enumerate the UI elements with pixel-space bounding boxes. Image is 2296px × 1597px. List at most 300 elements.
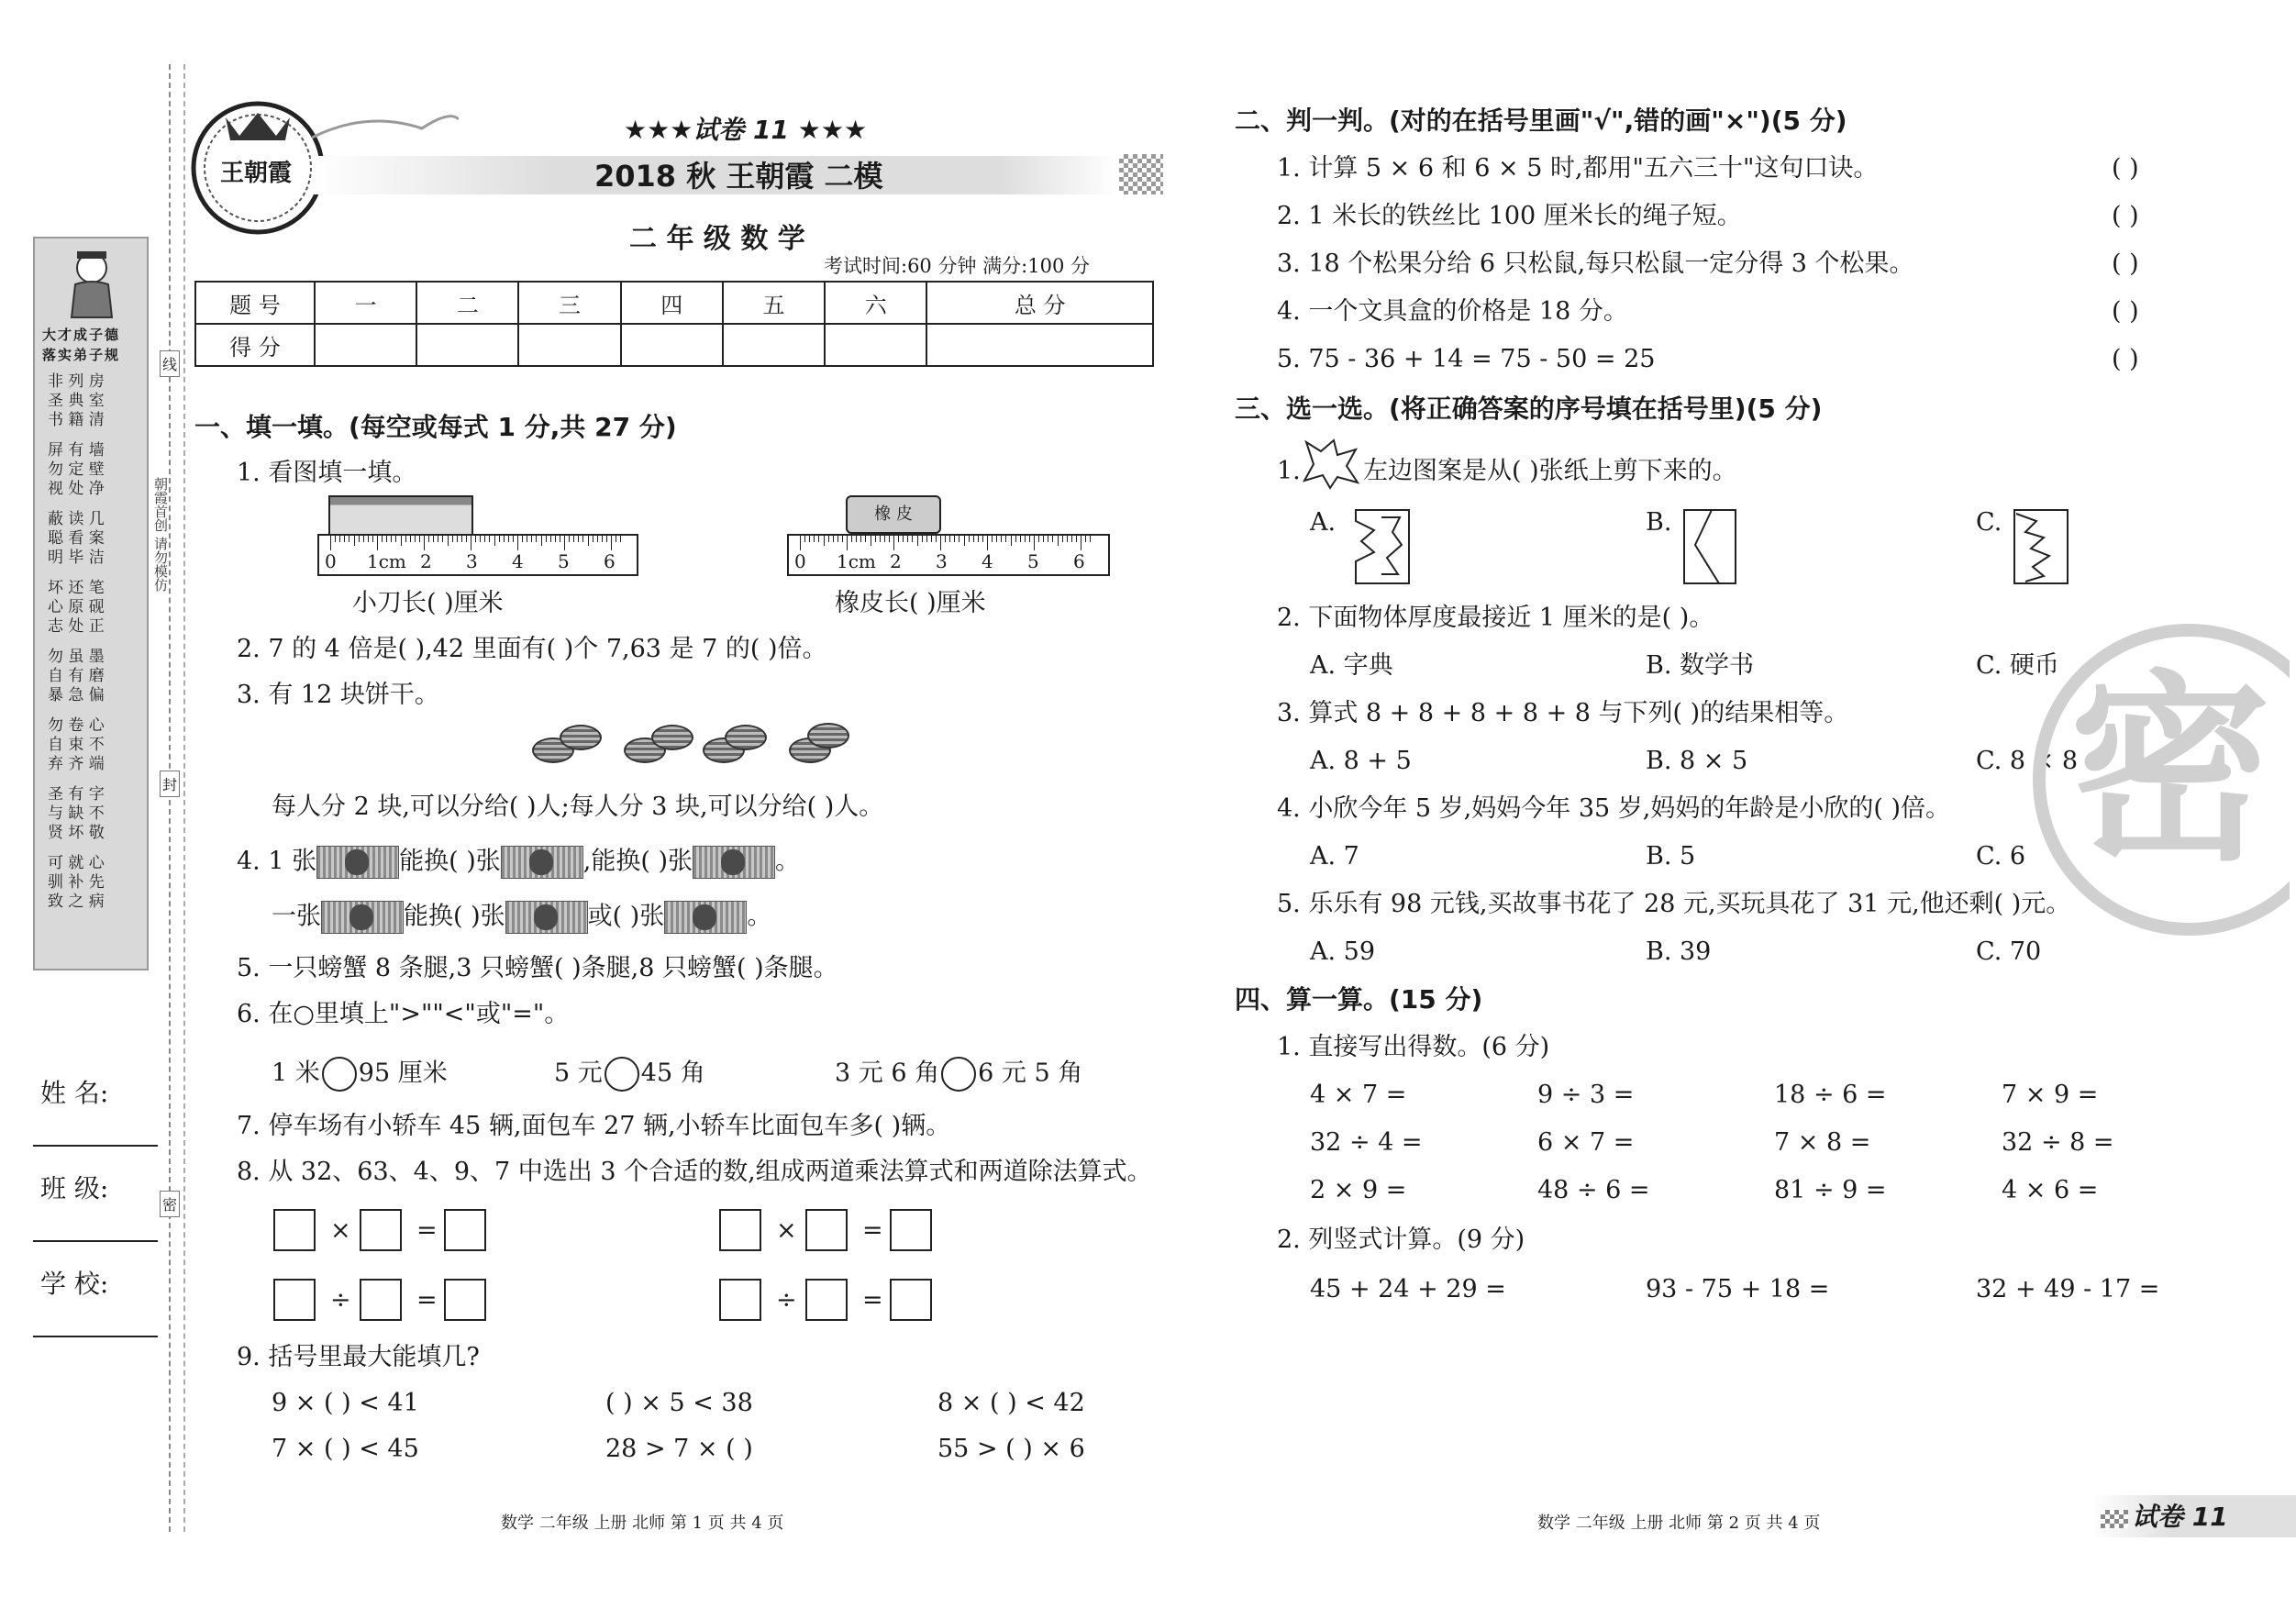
cookie xyxy=(725,725,767,750)
sidebar-rules xyxy=(48,372,139,912)
q9-item: 8 × ( ) < 42 xyxy=(937,1389,1085,1417)
ruler-tick xyxy=(611,536,612,550)
ruler-tick xyxy=(992,536,993,542)
banknote-20-icon xyxy=(693,846,775,879)
answer-box[interactable] xyxy=(805,1279,848,1321)
ruler-tick xyxy=(522,536,523,542)
ruler-tick xyxy=(987,536,988,550)
rule-line: 致 之 病 xyxy=(48,893,105,911)
table-cell: 得 分 xyxy=(195,324,315,366)
q9-item: 55 > ( ) × 6 xyxy=(937,1435,1085,1463)
judge-answer-paren[interactable]: ( ) xyxy=(2112,345,2139,373)
answer-box[interactable] xyxy=(360,1209,402,1251)
ruler-tick xyxy=(1001,536,1002,542)
option: B. 数学书 xyxy=(1646,651,1755,680)
vertical-calc: 93 - 75 + 18 = xyxy=(1646,1275,1830,1303)
ruler-tick xyxy=(1067,536,1068,542)
answer-box[interactable] xyxy=(719,1209,761,1251)
confidential-stamp xyxy=(2033,624,2290,936)
score-table xyxy=(194,281,1154,367)
score-input[interactable] xyxy=(926,324,1153,366)
ruler-tick xyxy=(964,536,965,546)
table-cell: 三 xyxy=(518,282,620,324)
compare-circle[interactable] xyxy=(322,1057,357,1092)
ruler-tick xyxy=(996,536,997,542)
ruler-tick xyxy=(1025,536,1026,542)
calc-item: 4 × 6 = xyxy=(2002,1176,2099,1204)
judge-item: 5. 75 - 36 + 14 = 75 - 50 = 25 xyxy=(1277,345,1656,373)
score-input[interactable] xyxy=(621,324,723,366)
s1-q9: 9. 括号里最大能填几? xyxy=(237,1343,480,1371)
ruler-tick xyxy=(884,536,885,542)
ruler-tick xyxy=(1005,536,1006,542)
ruler-tick xyxy=(382,536,383,542)
calc-item: 48 ÷ 6 = xyxy=(1537,1176,1650,1204)
rule-line: 弃 齐 端 xyxy=(48,755,105,773)
operator: ÷ xyxy=(776,1286,797,1314)
ruler-tick xyxy=(419,536,420,542)
ruler-tick xyxy=(555,536,556,542)
calc-item: 7 × 9 = xyxy=(2002,1081,2099,1109)
table-cell: 四 xyxy=(621,282,723,324)
ruler-tick xyxy=(875,536,876,542)
ruler-tick xyxy=(1085,536,1086,542)
ruler-tick xyxy=(1090,536,1091,542)
ruler-tick xyxy=(847,536,848,550)
ruler-tick xyxy=(833,536,834,542)
answer-box[interactable] xyxy=(360,1279,402,1321)
ruler-tick xyxy=(410,536,411,542)
banknote-20-icon xyxy=(321,901,404,934)
ruler-tick xyxy=(818,536,819,542)
option: B. 8 × 5 xyxy=(1646,747,1748,775)
ruler-tick xyxy=(940,536,941,550)
ruler-tick xyxy=(926,536,927,542)
score-input[interactable] xyxy=(723,324,825,366)
ruler-tick xyxy=(620,536,621,542)
ruler-tick xyxy=(504,536,505,542)
ruler-tick xyxy=(851,536,852,542)
q9-item: ( ) × 5 < 38 xyxy=(605,1389,753,1417)
option: A. 字典 xyxy=(1310,651,1393,680)
ruler-nums-eraser xyxy=(794,550,1097,572)
subject-title: 二 年 级 数 学 xyxy=(629,223,805,255)
score-input[interactable] xyxy=(518,324,620,366)
s1-q6-compare-b xyxy=(554,1057,705,1092)
rule-line: 与 缺 不 xyxy=(48,804,105,823)
ruler-tick xyxy=(889,536,890,542)
tick-label: 0 xyxy=(325,550,337,572)
calc-item: 6 × 7 = xyxy=(1537,1128,1635,1157)
ruler-tick xyxy=(531,536,532,542)
operator: = xyxy=(862,1286,883,1314)
s3-q3: 3. 算式 8 + 8 + 8 + 8 + 8 与下列( )的结果相等。 xyxy=(1277,699,1849,727)
ruler-tick xyxy=(1062,536,1063,542)
option: A. 7 xyxy=(1310,842,1359,871)
ruler-tick xyxy=(368,536,369,542)
binding-dashed-line-2 xyxy=(183,64,185,1532)
answer-box[interactable] xyxy=(444,1209,486,1251)
q9-item: 9 × ( ) < 41 xyxy=(272,1389,419,1417)
ruler-tick xyxy=(405,536,406,542)
s3-q2: 2. 下面物体厚度最接近 1 厘米的是( )。 xyxy=(1277,604,1714,632)
fold-mark-secret: 密 xyxy=(160,1191,180,1217)
ruler-tick xyxy=(588,536,589,546)
ruler-tick xyxy=(949,536,950,542)
ruler-tick xyxy=(363,536,364,542)
judge-answer-paren[interactable]: ( ) xyxy=(2112,202,2139,230)
ruler-tick xyxy=(582,536,583,542)
logo-text: 王朝霞 xyxy=(220,160,293,187)
ruler-tick xyxy=(461,536,462,542)
answer-box[interactable] xyxy=(273,1209,316,1251)
school-field-label: 学 校: xyxy=(40,1269,109,1299)
answer-box[interactable] xyxy=(444,1279,486,1321)
s3-q1: 左边图案是从( )张纸上剪下来的。 xyxy=(1363,457,1737,485)
time-info: 考试时间:60 分钟 满分:100 分 xyxy=(824,255,1090,277)
tick-label: 0 xyxy=(794,550,806,572)
s1-q4-line2 xyxy=(272,901,771,934)
tick-label: 1cm xyxy=(837,550,876,572)
s3-q4: 4. 小欣今年 5 岁,妈妈今年 35 岁,妈妈的年龄是小欣的( )倍。 xyxy=(1277,794,1951,823)
scholar-figure-icon xyxy=(64,248,119,321)
ruler-tick xyxy=(386,536,387,542)
q4-text: 一张 xyxy=(272,902,321,931)
cookie xyxy=(560,725,602,750)
section2-heading: 二、判一判。(对的在括号里画"√",错的画"×")(5 分) xyxy=(1235,105,1847,136)
binding-dashed-line xyxy=(169,64,171,1532)
footer-left: 数学 二年级 上册 北师 第 1 页 共 4 页 xyxy=(501,1514,784,1533)
q4-text: 或( )张 xyxy=(587,902,665,931)
rule-line: 志 处 正 xyxy=(48,617,105,636)
judge-item: 4. 一个文具盒的价格是 18 分。 xyxy=(1277,297,1628,326)
option: A. 8 + 5 xyxy=(1310,747,1412,775)
stamp-char: 密 xyxy=(2069,653,2272,888)
ruler-tick xyxy=(978,536,979,542)
answer-box[interactable] xyxy=(805,1209,848,1251)
ruler-tick xyxy=(1015,536,1016,542)
option: B. 39 xyxy=(1646,937,1712,966)
ruler-tick xyxy=(1052,536,1053,542)
operator: = xyxy=(416,1286,438,1314)
ruler-tick xyxy=(550,536,551,542)
ruler-tick xyxy=(856,536,857,542)
q9-item: 7 × ( ) < 45 xyxy=(272,1435,419,1463)
ruler-tick xyxy=(499,536,500,542)
ruler-tick xyxy=(828,536,829,542)
ruler-tick xyxy=(573,536,574,542)
q4-text: 。 xyxy=(747,902,772,931)
calc-item: 18 ÷ 6 = xyxy=(1774,1081,1887,1109)
brand-logo xyxy=(189,99,327,237)
tick-label: 3 xyxy=(936,550,948,572)
ruler-tick xyxy=(898,536,899,542)
ruler-tick xyxy=(982,536,983,542)
table-cell: 六 xyxy=(825,282,926,324)
judge-item: 1. 计算 5 × 6 和 6 × 5 时,都用"五六三十"这句口诀。 xyxy=(1277,154,1879,183)
score-input[interactable] xyxy=(416,324,518,366)
ruler-tick xyxy=(969,536,970,542)
eraser-image xyxy=(846,495,941,534)
ruler-tick xyxy=(1058,536,1059,546)
ruler-tick xyxy=(344,536,345,542)
tick-label: 5 xyxy=(1027,550,1039,572)
eraser-length-label: 橡皮长( )厘米 xyxy=(835,589,986,617)
cut-pattern-icon xyxy=(1303,438,1359,490)
ruler-tick xyxy=(809,536,810,542)
ruler-tick xyxy=(335,536,336,542)
s1-q6: 6. 在○里填上">""<"或"="。 xyxy=(237,1000,570,1028)
banknote-50-icon xyxy=(501,846,583,879)
rule-line: 可 就 心 xyxy=(48,854,105,872)
ruler-tick xyxy=(1029,536,1030,542)
operator: = xyxy=(862,1216,883,1245)
score-input[interactable] xyxy=(825,324,926,366)
compare-left: 3 元 6 角 xyxy=(835,1059,940,1088)
s1-q6-compare-c xyxy=(835,1057,1082,1092)
s1-q1: 1. 看图填一填。 xyxy=(237,459,417,487)
ruler-tick xyxy=(931,536,932,542)
s1-q5: 5. 一只螃蟹 8 条腿,3 只螃蟹( )条腿,8 只螃蟹( )条腿。 xyxy=(237,954,838,982)
ruler-tick xyxy=(428,536,429,542)
calc-item: 81 ÷ 9 = xyxy=(1774,1176,1887,1204)
section4-heading: 四、算一算。(15 分) xyxy=(1235,984,1483,1015)
ruler-tick xyxy=(330,536,331,550)
ruler-tick xyxy=(912,536,913,542)
ruler-tick xyxy=(391,536,392,542)
section3-heading: 三、选一选。(将正确答案的序号填在括号里)(5 分) xyxy=(1235,394,1823,424)
school-field[interactable] xyxy=(33,1336,158,1337)
side-note: 朝霞首创 请勿模仿 xyxy=(152,477,169,592)
ruler-tick xyxy=(448,536,449,546)
ruler-tick xyxy=(415,536,416,542)
ruler-tick xyxy=(945,536,946,542)
ruler-tick xyxy=(377,536,378,550)
rule-line: 蔽 读 几 xyxy=(48,510,105,528)
rule-line: 书 籍 清 xyxy=(48,411,105,429)
ruler-tick xyxy=(903,536,904,542)
ruler-tick xyxy=(372,536,373,542)
calc-item: 32 ÷ 4 = xyxy=(1310,1128,1423,1157)
s1-q2: 2. 7 的 4 倍是( ),42 里面有( )个 7,63 是 7 的( )倍。 xyxy=(237,635,827,663)
banknote-100-icon xyxy=(316,846,399,879)
s1-q3: 3. 有 12 块饼干。 xyxy=(237,681,439,709)
tick-label: 3 xyxy=(466,550,478,572)
table-cell: 五 xyxy=(723,282,825,324)
option: C. 70 xyxy=(1976,937,2042,966)
ruler-tick xyxy=(466,536,467,542)
rule-line: 屏 有 墙 xyxy=(48,441,105,460)
ruler-tick xyxy=(494,536,495,546)
judge-answer-paren[interactable]: ( ) xyxy=(2112,250,2139,278)
q9-item: 28 > 7 × ( ) xyxy=(605,1435,753,1463)
calc-item: 9 ÷ 3 = xyxy=(1537,1081,1635,1109)
tick-label: 6 xyxy=(1073,550,1085,572)
ruler-tick xyxy=(824,536,825,546)
ruler-tick xyxy=(442,536,443,542)
compare-left: 1 米 xyxy=(272,1059,320,1088)
tick-label: 2 xyxy=(420,550,432,572)
q4-text: ,能换( )张 xyxy=(582,847,693,876)
operator: × xyxy=(330,1216,351,1245)
sidebar-motto-1: 大才成子德 xyxy=(42,327,121,343)
ruler-tick xyxy=(452,536,453,542)
ruler-tick xyxy=(954,536,955,542)
rule-line: 勿 虽 墨 xyxy=(48,648,105,666)
class-field[interactable] xyxy=(33,1240,158,1242)
calc-item: 32 ÷ 8 = xyxy=(2002,1128,2114,1157)
ruler-tick xyxy=(1038,536,1039,542)
compare-circle[interactable] xyxy=(605,1057,639,1092)
ruler-tick xyxy=(546,536,547,542)
compare-right: 95 厘米 xyxy=(358,1059,448,1088)
sidebar-motto-2: 落实弟子规 xyxy=(42,347,121,363)
ruler-tick xyxy=(517,536,518,550)
ruler-tick xyxy=(837,536,838,542)
vertical-calc: 32 + 49 - 17 = xyxy=(1976,1275,2160,1303)
ruler-tick xyxy=(489,536,490,542)
ribbon-decoration xyxy=(312,101,459,156)
ruler-tick xyxy=(597,536,598,542)
name-field[interactable] xyxy=(33,1145,158,1147)
rule-line: 暴 急 偏 xyxy=(48,686,105,704)
ruler-tick xyxy=(602,536,603,542)
eraser-word: 橡 皮 xyxy=(874,505,913,524)
option: B. 5 xyxy=(1646,842,1696,871)
tick-label: 4 xyxy=(982,550,993,572)
ruler-tick xyxy=(1076,536,1077,542)
ruler-tick xyxy=(1034,536,1035,550)
s1-q4-line1 xyxy=(237,846,800,879)
ruler-tick xyxy=(475,536,476,542)
ruler-tick xyxy=(536,536,537,542)
knife-image xyxy=(328,495,473,538)
s1-q8: 8. 从 32、63、4、9、7 中选出 3 个合适的数,组成两道乘法算式和两道除法算式。 xyxy=(237,1158,1152,1186)
ruler-tick xyxy=(484,536,485,542)
calc-item: 4 × 7 = xyxy=(1310,1081,1407,1109)
q4-text: 能换( )张 xyxy=(399,847,501,876)
rule-line: 明 毕 洁 xyxy=(48,549,105,567)
s1-q6-compare-a xyxy=(272,1057,448,1092)
ruler-tick xyxy=(578,536,579,542)
ruler-tick xyxy=(395,536,396,542)
ruler-tick xyxy=(359,536,360,542)
banknote-5-icon xyxy=(664,901,747,934)
ruler-tick xyxy=(457,536,458,542)
judge-answer-paren[interactable]: ( ) xyxy=(2112,154,2139,183)
footer-dots xyxy=(2101,1510,2128,1528)
fold-mark-line: 线 xyxy=(160,350,180,377)
ruler-tick xyxy=(564,536,565,550)
ruler-tick xyxy=(907,536,908,542)
ruler-tick xyxy=(508,536,509,542)
cookie xyxy=(807,723,849,749)
cookie xyxy=(651,725,693,750)
rule-line: 自 束 不 xyxy=(48,736,105,754)
ruler-tick xyxy=(1011,536,1012,546)
tick-label: 4 xyxy=(512,550,524,572)
compare-circle[interactable] xyxy=(941,1057,976,1092)
tick-label: 2 xyxy=(890,550,902,572)
compare-left: 5 元 xyxy=(554,1059,603,1088)
ruler-tick xyxy=(922,536,923,542)
rule-line: 贤 坏 敬 xyxy=(48,824,105,842)
paper-option-a-icon[interactable] xyxy=(1354,508,1411,585)
tick-label: 6 xyxy=(604,550,616,572)
answer-box[interactable] xyxy=(890,1279,932,1321)
answer-box[interactable] xyxy=(890,1209,932,1251)
option: C. 硬币 xyxy=(1976,651,2059,680)
s1-q3b: 每人分 2 块,可以分给( )人;每人分 3 块,可以分给( )人。 xyxy=(272,793,884,821)
ruler-tick xyxy=(842,536,843,542)
operator: × xyxy=(776,1216,797,1245)
table-cell: 总 分 xyxy=(926,282,1153,324)
answer-box[interactable] xyxy=(273,1279,316,1321)
name-field-label: 姓 名: xyxy=(40,1078,109,1108)
table-cell: 一 xyxy=(315,282,416,324)
ruler-tick xyxy=(865,536,866,542)
option: A. 59 xyxy=(1310,937,1376,966)
compare-right: 6 元 5 角 xyxy=(978,1059,1083,1088)
ruler-tick xyxy=(1020,536,1021,542)
option-label: B. xyxy=(1646,508,1672,537)
ruler-tick xyxy=(917,536,918,546)
s1-q7: 7. 停车场有小轿车 45 辆,面包车 27 辆,小轿车比面包车多( )辆。 xyxy=(237,1112,951,1140)
q4-text: 。 xyxy=(775,847,800,876)
compare-right: 45 角 xyxy=(640,1059,705,1088)
ruler-tick xyxy=(354,536,355,546)
option-label: A. xyxy=(1310,508,1337,537)
rule-line: 驯 补 先 xyxy=(48,873,105,892)
table-cell: 二 xyxy=(416,282,518,324)
ruler-tick xyxy=(804,536,805,542)
footer-tag: 试卷 11 xyxy=(2132,1502,2228,1532)
rule-line: 坏 还 笔 xyxy=(48,579,105,597)
judge-answer-paren[interactable]: ( ) xyxy=(2112,297,2139,326)
rule-line: 非 列 房 xyxy=(48,372,105,391)
ruler-tick xyxy=(569,536,570,542)
fold-mark-seal: 封 xyxy=(160,771,180,797)
q4-text: 能换( )张 xyxy=(404,902,505,931)
ruler-tick xyxy=(973,536,974,542)
ruler-tick xyxy=(800,536,801,550)
ruler-tick xyxy=(401,536,402,546)
answer-box[interactable] xyxy=(719,1279,761,1321)
option-label: C. xyxy=(1976,508,2002,537)
ruler-tick xyxy=(814,536,815,542)
rule-line: 视 处 净 xyxy=(48,480,105,498)
score-input[interactable] xyxy=(315,324,416,366)
tick-label: 1cm xyxy=(367,550,406,572)
ruler-tick xyxy=(339,536,340,542)
judge-item: 3. 18 个松果分给 6 只松鼠,每只松鼠一定分得 3 个松果。 xyxy=(1277,250,1914,278)
knife-length-label: 小刀长( )厘米 xyxy=(352,589,504,617)
rule-line: 勿 定 壁 xyxy=(48,460,105,479)
ruler-tick xyxy=(893,536,894,550)
footer-right: 数学 二年级 上册 北师 第 2 页 共 4 页 xyxy=(1537,1514,1821,1533)
exam-title: 2018 秋 王朝霞 二模 xyxy=(594,159,883,194)
ruler-tick xyxy=(541,536,542,546)
s4-q1: 1. 直接写出得数。(6 分) xyxy=(1277,1033,1550,1061)
rule-line: 圣 典 室 xyxy=(48,392,105,410)
s4-q2: 2. 列竖式计算。(9 分) xyxy=(1277,1225,1525,1254)
paper-option-c-icon[interactable] xyxy=(2013,508,2069,585)
ruler-tick xyxy=(1043,536,1044,542)
tick-label: 5 xyxy=(558,550,570,572)
rule-line: 聪 看 案 xyxy=(48,529,105,548)
paper-option-b-icon[interactable] xyxy=(1682,508,1737,585)
ruler-tick xyxy=(936,536,937,542)
